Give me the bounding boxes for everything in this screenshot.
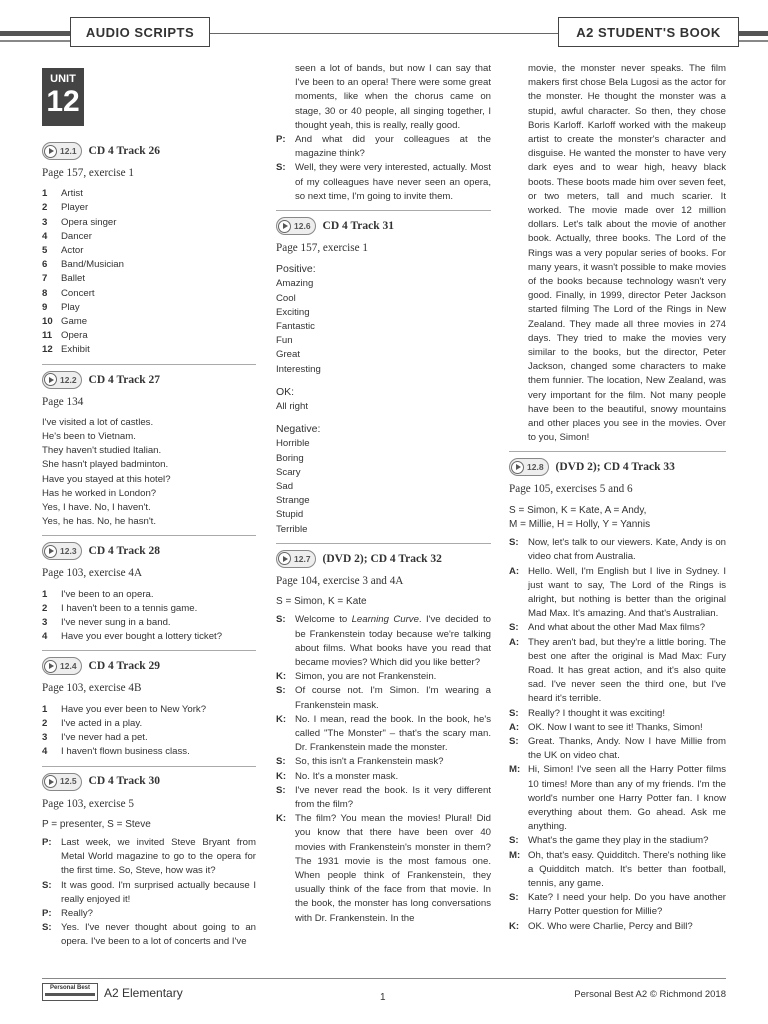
header-bar-left-2 — [0, 40, 70, 42]
list-item: Has he worked in London? — [42, 487, 157, 499]
separator — [509, 451, 726, 452]
page-ref: Page 103, exercise 4B — [42, 682, 142, 695]
list-item: 3 I've never sung in a band. — [42, 617, 171, 629]
list-12-4 — [42, 703, 256, 760]
list-item: Interesting — [276, 363, 321, 375]
dialog-line: K: Simon, you are not Frankenstein. — [276, 671, 437, 683]
list-12-2 — [42, 416, 256, 530]
track-title: (DVD 2); CD 4 Track 33 — [555, 461, 675, 474]
dialog-line: S: Now, let's talk to our viewers. Kate, Andy is on video chat from Australia. — [509, 537, 726, 563]
header-rule — [210, 33, 558, 34]
unit-number: 12 — [46, 85, 80, 118]
track-badge[interactable]: 12.5 — [42, 773, 82, 791]
track-12-6-header — [276, 217, 491, 235]
list-item: Great — [276, 349, 300, 361]
play-icon[interactable] — [511, 461, 524, 474]
dialog-line: P: Really? — [42, 907, 93, 919]
list-item: 1 I've been to an opera. — [42, 588, 154, 600]
dialog-line: A: OK. Now I want to see it! Thanks, Simon! — [509, 721, 703, 733]
personal-best-logo: Personal Best — [42, 983, 98, 1001]
track-12-8-header — [509, 458, 726, 476]
dialog-12-7 — [276, 670, 491, 926]
positive-heading: Positive: — [276, 263, 316, 276]
dialog-line: M: Hi, Simon! I've seen all the Harry Potter films 10 times! More than any of my friends. I'm the world's number one Harry Potter fan. I know everything about them. Go ahead. Ask me anything. — [509, 764, 726, 833]
list-item: Sad — [276, 481, 294, 493]
footer-level: A2 Elementary — [104, 986, 183, 1000]
page-ref: Page 157, exercise 1 — [42, 167, 134, 179]
page-ref: Page 103, exercise 4A — [42, 567, 143, 580]
list-item: He's been to Vietnam. — [42, 431, 136, 443]
list-item: 6 Band/Musician — [42, 259, 124, 271]
positive-list — [276, 277, 491, 376]
dialog-12-5-cont — [276, 62, 491, 204]
track-badge[interactable]: 12.8 — [509, 458, 549, 476]
dialog-line: K: No. It's a monster mask. — [276, 770, 399, 782]
list-item: 12 Exhibit — [42, 344, 90, 356]
footer-rule — [42, 978, 726, 979]
list-item: Have you stayed at this hotel? — [42, 473, 171, 485]
separator — [42, 364, 256, 365]
play-icon[interactable] — [44, 660, 57, 673]
list-item: Fun — [276, 335, 293, 347]
speaker-key-2: M = Millie, H = Holly, Y = Yannis — [509, 518, 651, 530]
play-icon[interactable] — [44, 775, 57, 788]
list-item: Amazing — [276, 278, 314, 290]
ok-list — [276, 400, 491, 414]
list-item: 8 Concert — [42, 287, 95, 299]
list-item: 4 I haven't flown business class. — [42, 746, 190, 758]
list-item: 1 Have you ever been to New York? — [42, 703, 207, 715]
play-icon[interactable] — [44, 545, 57, 558]
dialog-line: S: So, this isn't a Frankenstein mask? — [276, 756, 444, 768]
header-bar-right-2 — [738, 40, 768, 42]
list-item: Exciting — [276, 306, 310, 318]
dialog-line: K: The film? You mean the movies! Plural! Did you know that there have been over 40 movies with Frankenstein's monster in them? The 1931 movie is the most famous one. When people think of Frankenstein, they usually think of the face from that movie. In the book, the monster has long conversations with Dr. Frankenstein. In the — [276, 813, 491, 924]
play-icon[interactable] — [44, 373, 57, 386]
list-item: 3 I've never had a pet. — [42, 732, 148, 744]
dialog-line: P: And what did your colleagues at the magazine think? — [276, 134, 491, 160]
list-item: Terrible — [276, 523, 308, 535]
dialog-line: S: Of course not. I'm Simon. I'm wearing a Frankenstein mask. — [276, 685, 491, 711]
page-ref: Page 105, exercises 5 and 6 — [509, 483, 633, 496]
track-title: CD 4 Track 29 — [88, 660, 160, 673]
track-badge[interactable]: 12.7 — [276, 550, 316, 568]
track-12-4-header — [42, 657, 256, 675]
list-item: 9 Play — [42, 301, 80, 313]
list-item: Yes, he has. No, he hasn't. — [42, 516, 157, 528]
list-item: Boring — [276, 452, 304, 464]
column-1 — [42, 62, 256, 950]
dialog-line: S: Yes. I've never thought about going to an opera. I've been to a lot of concerts and I've — [42, 922, 256, 948]
list-item: They haven't studied Italian. — [42, 445, 162, 457]
page-number: 1 — [380, 992, 386, 1003]
list-item: 3 Opera singer — [42, 216, 117, 228]
speaker-key: P = presenter, S = Steve — [42, 818, 151, 830]
dialog-line: A: They aren't bad, but they're a little boring. The best one after the original is Mad Max: Fury Road. It has great action, and it's also quite sad. I've never seen the third one, but I've heard it's terrible. — [509, 636, 726, 705]
list-item: 7 Ballet — [42, 273, 85, 285]
dialog-line: S: I've never read the book. Is it very different from the film? — [276, 784, 491, 810]
speaker-key: S = Simon, K = Kate — [276, 596, 367, 608]
list-item: Stupid — [276, 509, 304, 521]
list-item: 5 Actor — [42, 245, 84, 257]
list-12-3 — [42, 588, 256, 645]
list-item: 4 Have you ever bought a lottery ticket? — [42, 631, 223, 643]
unit-badge — [42, 68, 84, 126]
column-3 — [509, 62, 726, 934]
track-12-3-header — [42, 542, 256, 560]
list-item: Scary — [276, 466, 301, 478]
dialog-line: S: What's the game they play in the stadium? — [509, 835, 709, 847]
list-12-1 — [42, 187, 256, 357]
list-item: 11 Opera — [42, 330, 88, 342]
list-item: All right — [276, 401, 308, 413]
dialog-line: M: Oh, that's easy. Quidditch. There's nothing like a Quidditch match. It's better than football, tennis, any game. — [509, 849, 726, 889]
header-bar-right — [738, 31, 768, 36]
track-badge[interactable]: 12.2 — [42, 371, 82, 389]
track-title: CD 4 Track 31 — [322, 219, 394, 232]
dialog-12-8 — [509, 536, 726, 934]
header-audio-scripts: AUDIO SCRIPTS — [70, 17, 210, 47]
dialog-line: S: Great. Thanks, Andy. Now I have Millie from the UK on video chat. — [509, 735, 726, 762]
track-12-5-header — [42, 773, 256, 791]
list-item: Fantastic — [276, 321, 315, 333]
list-item: Strange — [276, 495, 310, 507]
dialog-line: seen a lot of bands, but now I can say that I've been to an opera! There were some great moments, like when the chorus came on stage, 30 or 40 people, all singing together, I thought yeah, this is really, really good. — [295, 63, 491, 131]
page-ref: Page 157, exercise 1 — [276, 242, 368, 255]
list-item: 2 I haven't been to a tennis game. — [42, 602, 198, 614]
track-12-2-header — [42, 371, 256, 389]
list-item: I've visited a lot of castles. — [42, 416, 154, 428]
separator — [276, 543, 491, 544]
list-item: 2 I've acted in a play. — [42, 717, 143, 729]
header-bar-left — [0, 31, 70, 36]
track-12-7-header — [276, 550, 491, 568]
dialog-12-5 — [42, 836, 256, 950]
dialog-line: S: Kate? I need your help. Do you have another Harry Potter question for Millie? — [509, 892, 726, 918]
list-item: Cool — [276, 292, 296, 304]
dialog-line: P: Last week, we invited Steve Bryant from Metal World magazine to go to the opera for the first time. So, Steve, how was it? — [42, 836, 256, 877]
page-ref: Page 104, exercise 3 and 4A — [276, 574, 404, 587]
dialog-line: K: OK. Who were Charlie, Percy and Bill? — [509, 920, 693, 932]
list-item: Horrible — [276, 438, 310, 450]
dialog-line: K: No. I mean, read the book. In the book, he's called "The Monster" – that's the scary man. Dr. Frankenstein made the monster. — [276, 713, 491, 754]
separator — [42, 766, 256, 767]
track-title: CD 4 Track 28 — [88, 545, 160, 558]
column-2 — [276, 62, 491, 926]
track-title: (DVD 2); CD 4 Track 32 — [322, 552, 442, 565]
track-badge[interactable]: 12.4 — [42, 657, 82, 675]
page-ref: Page 134 — [42, 395, 84, 408]
footer-copyright: Personal Best A2 © Richmond 2018 — [574, 989, 726, 1000]
header-students-book: A2 STUDENT'S BOOK — [558, 17, 739, 47]
list-item: Yes, I have. No, I haven't. — [42, 502, 151, 514]
track-title: CD 4 Track 30 — [88, 775, 160, 788]
track-badge[interactable]: 12.3 — [42, 542, 82, 560]
play-icon[interactable] — [278, 552, 291, 565]
page-ref: Page 103, exercise 5 — [42, 797, 134, 810]
negative-list — [276, 437, 491, 536]
separator — [276, 210, 491, 211]
dialog-line: S: Well, they were very interested, actually. Most of my colleagues have never seen an opera, so next time, I'm going to invite them. — [276, 162, 491, 202]
speaker-key-1: S = Simon, K = Kate, A = Andy, — [509, 504, 647, 516]
track-title: CD 4 Track 27 — [88, 373, 160, 386]
dialog-line: S: It was good. I'm surprised actually because I really enjoyed it! — [42, 879, 256, 905]
dialog-line: S: Welcome to Learning Curve. I've decided to be Frankenstein today because we're talking about films. What books have you read that became movies? Which did you like better? — [276, 614, 491, 668]
dialog-line: S: Really? I thought it was exciting! — [509, 707, 666, 719]
dialog-12-7-cont: movie, the monster never speaks. The film makers first chose Bela Lugosi as the actor for the monster. He thought the monster was a stupid, awful character. So then, they chose Boris Karloff. Karloff worked with the makeup artist to create the monster's character and disguise. He wanted the monster to have very dark eyes and to wear high, heavy black boots. These boots made him over seven feet, or two meters, tall and much scarier. It worked. The movie made over 12 million dollars. Let's talk about the movie of another book. Actually, three books. The Lord of the Rings was a very popular series of books. For many years, it wasn't possible to make movies of the books because technology wasn't very good. Finally, in 1999, director Peter Jackson started filming The Lord of the Rings in New Zealand. They made all three movies in 274 days. They tried to make the movies very similar to the books, but the director, Peter Jackson, changed some characters to make them funnier. The location, New Zealand, was very important for the film. Not many people have been to the beautiful, snowy mountains and other places you see in the movies. Over to you, Simon! — [528, 63, 726, 444]
ok-heading: OK: — [276, 385, 295, 398]
track-badge[interactable]: 12.1 — [42, 142, 82, 160]
dialog-line: S: And what about the other Mad Max films? — [509, 622, 706, 634]
list-item: 1 Artist — [42, 188, 83, 200]
separator — [42, 535, 256, 536]
list-item: 2 Player — [42, 202, 89, 214]
play-icon[interactable] — [44, 145, 57, 158]
negative-heading: Negative: — [276, 423, 321, 436]
list-item: 10 Game — [42, 316, 88, 328]
play-icon[interactable] — [278, 220, 291, 233]
unit-label: UNIT — [50, 73, 76, 85]
track-badge[interactable]: 12.6 — [276, 217, 316, 235]
list-item: She hasn't played badminton. — [42, 459, 169, 471]
track-title: CD 4 Track 26 — [88, 144, 160, 157]
track-12-1-header — [42, 142, 256, 160]
dialog-line: A: Hello. Well, I'm English but I live in Sydney. I just want to say, The Lord of the Rings is alright, but nothing is better than the original Mad Max. It's amazing. And that's Australian. — [509, 565, 726, 620]
separator — [42, 650, 256, 651]
list-item: 4 Dancer — [42, 230, 92, 242]
